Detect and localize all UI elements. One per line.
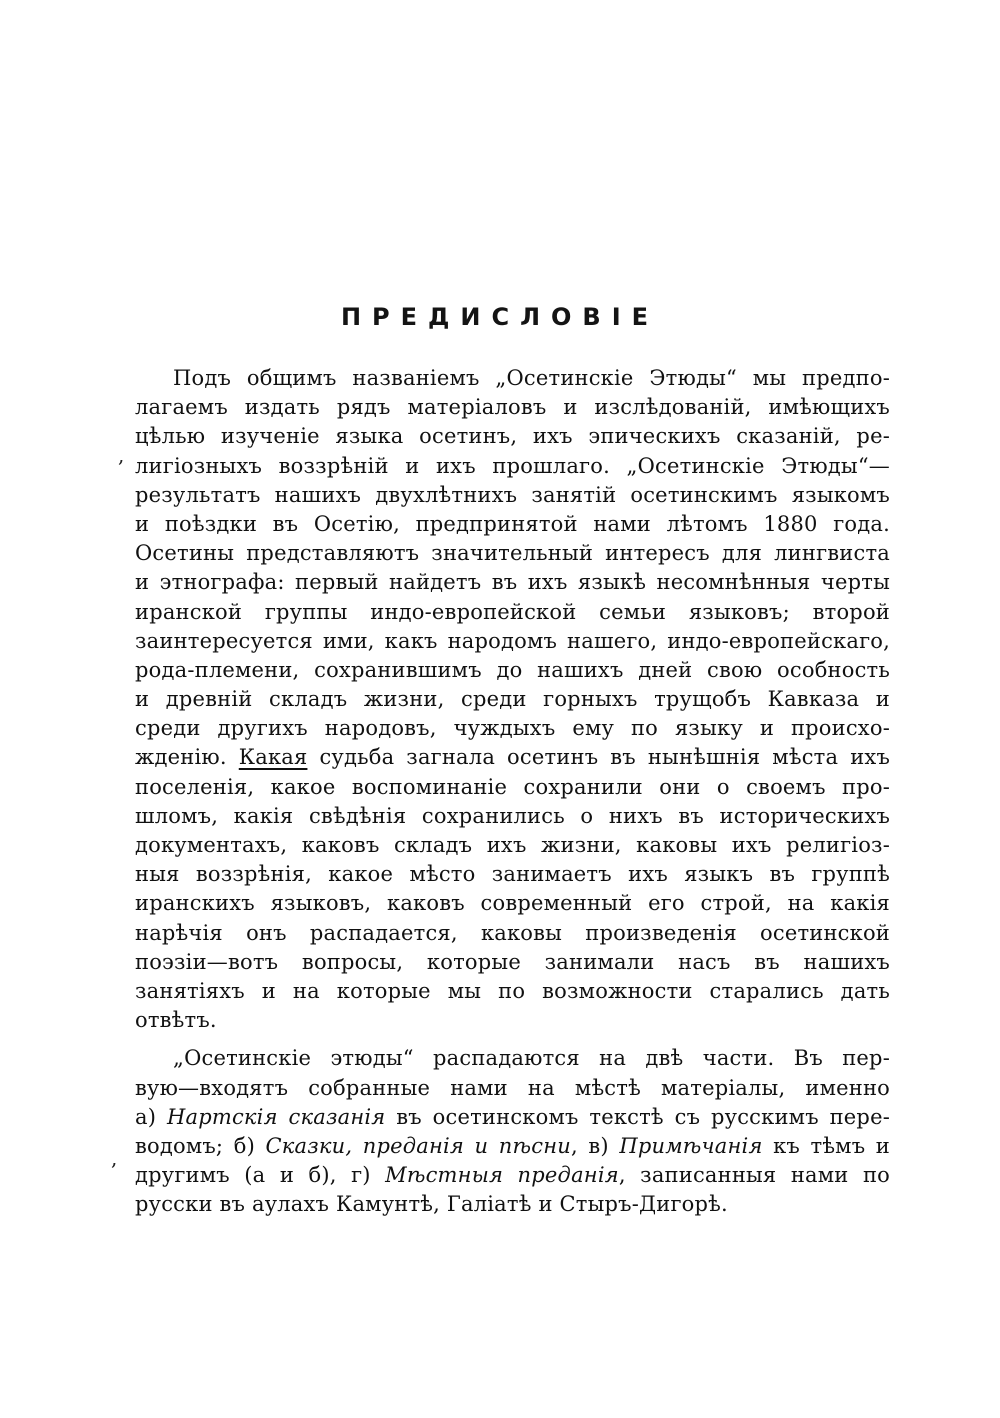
text-line: результатъ нашихъ двухлѣтнихъ занятій осетинскимъ языкомъ [135,482,890,507]
text-line: документахъ, каковъ складъ ихъ жизни, каковы ихъ религіоз- [135,833,890,857]
text-line: ныя воззрѣнія, какое мѣсто занимаетъ ихъ языкъ въ группѣ [135,862,890,887]
italic-title: Нартскія сказанія [166,1104,386,1129]
italic-title: Сказки, преданія и пѣсни [265,1133,571,1158]
text-line: лигіозныхъ воззрѣній и ихъ прошлаго. „Осетинскіе Этюды“— [135,453,890,478]
text-run: судьба загнала осетинъ въ нынѣшнія мѣста ихъ [307,745,891,770]
text-line: отвѣтъ. [135,1008,217,1033]
text-line: заинтересуется ими, какъ народомъ нашего, индо-европейскаго, [135,628,890,653]
text-line: иранской группы индо-европейской семьи языковъ; второй [135,599,890,624]
margin-mark-comma-2: , [111,1146,118,1170]
italic-title: Примѣчанія [619,1133,763,1158]
text-line: русски въ аулахъ Камунтѣ, Галіатѣ и Стыръ-Дигорѣ. [135,1192,728,1217]
text-line [135,1103,890,1132]
paragraph-2 [135,1044,890,1219]
text-line: вую—входятъ собранные нами на мѣстѣ матеріалы, именно [135,1075,890,1100]
text-line: нарѣчія онъ распадается, каковы произведенія осетинской [135,920,890,945]
text-line: поэзіи—вотъ вопросы, которые занимали насъ въ нашихъ [135,949,890,974]
text-run: другимъ (а и б), г) [135,1163,386,1188]
text-line: „Осетинскіе этюды“ распадаются на двѣ части. Въ пер- [173,1046,890,1071]
text-line: и этнографа: первый найдетъ въ ихъ языкѣ несомнѣнныя черты [135,570,890,595]
text-line: занятіяхъ и на которые мы по возможности старались дать [135,978,890,1003]
paragraph-1 [135,364,890,1035]
text-line: Подъ общимъ названіемъ „Осетинскіе Этюды“ мы предпо- [173,366,890,390]
text-run: водомъ; б) [135,1133,266,1158]
preface-text [135,364,890,1219]
text-line [135,1161,890,1190]
text-line: среди другихъ народовъ, чуждыхъ ему по языку и происхо- [135,716,890,741]
text-line: Осетины представляютъ значительный интересъ для лингвиста [135,541,890,566]
text-line: рода-племени, сохранившимъ до нашихъ дней свою особность [135,657,890,682]
page-title: ПРЕДИСЛОВІЕ [340,303,660,331]
text-run: , в) [570,1133,620,1158]
text-run: а) [135,1104,167,1129]
paragraph-gap [135,1035,890,1044]
text-line: иранскихъ языковъ, каковъ современный его строй, на какія [135,891,890,916]
text-line [135,1132,890,1161]
text-run: жденію. [135,745,239,770]
text-run: въ осетинскомъ текстѣ съ русскимъ пере- [385,1104,890,1129]
text-run: къ тѣмъ и [762,1133,890,1158]
text-line: лагаемъ издать рядъ матеріаловъ и изслѣдованій, имѣющихъ [135,395,890,420]
text-line: шломъ, какія свѣдѣнія сохранились о нихъ въ историческихъ [135,803,890,828]
underlined-word: Какая [238,745,308,770]
text-line [135,743,890,772]
text-line: поселенія, какое воспоминаніе сохранили они о своемъ про- [135,774,890,799]
text-line: и поѣздки въ Осетію, предпринятой нами лѣтомъ 1880 года. [135,511,890,536]
text-line: цѣлью изученіе языка осетинъ, ихъ эпическихъ сказаній, ре- [135,424,890,449]
margin-mark-comma-1: , [118,443,125,467]
text-run: , записанныя нами по [618,1163,890,1188]
text-line: и древній складъ жизни, среди горныхъ трущобъ Кавказа и [135,687,890,712]
italic-title: Мѣстныя преданія [385,1163,619,1188]
